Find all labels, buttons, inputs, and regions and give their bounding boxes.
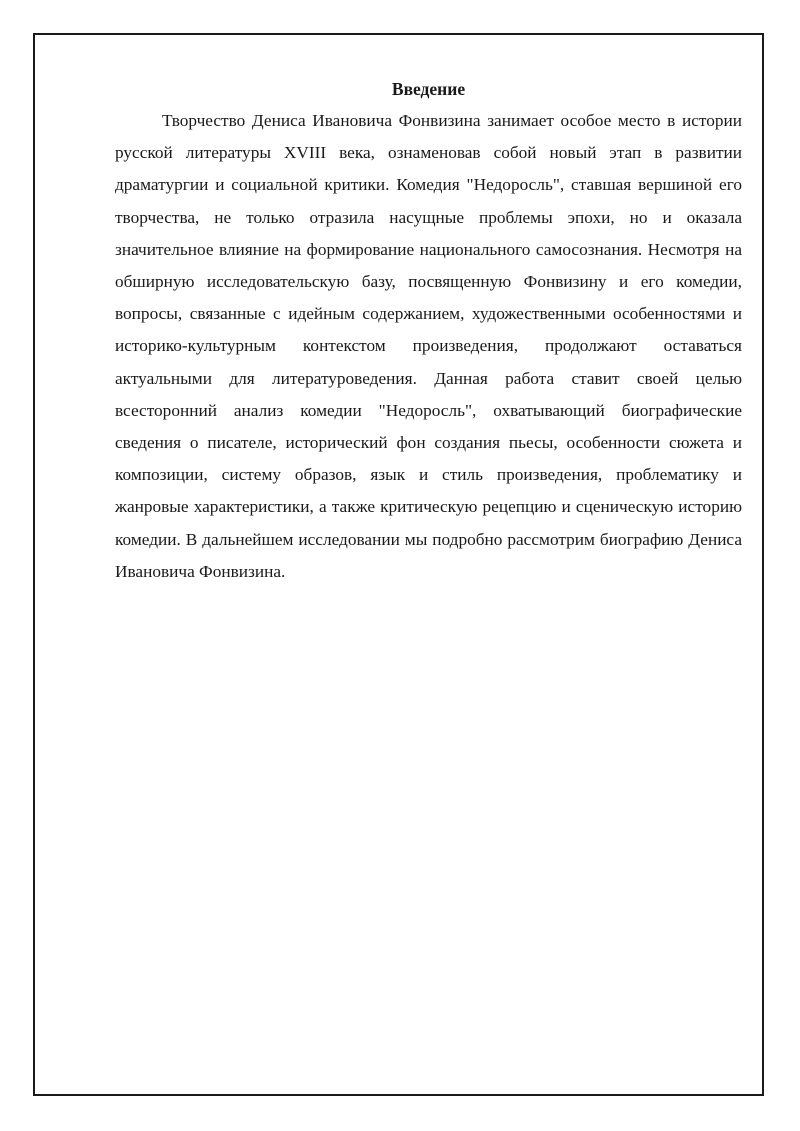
section-title: Введение <box>391 79 466 99</box>
document-body <box>115 73 742 588</box>
body-paragraph: Творчество Дениса Ивановича Фонвизина занимает особое место в истории русской литературы XVIII века, ознаменовав собой новый этап в развитии драматургии и социальной критики. Комедия "Недоросль", ставшая вершиной его творчества, не только отразила насущные проблемы эпохи, но и оказала значительное влияние на формирование национального самосознания. Несмотря на обширную исследовательскую базу, посвященную Фонвизину и его комедии, вопросы, связанные с идейным содержанием, художественными особенностями и историко-культурным контекстом произведения, продолжают оставаться актуальными для литературоведения. Данная работа ставит своей целью всесторонний анализ комедии "Недоросль", охватывающий биографические сведения о писателе, исторический фон создания пьесы, особенности сюжета и композиции, систему образов, язык и стиль произведения, проблематику и жанровые характеристики, а также критическую рецепцию и сценическую историю комедии. В дальнейшем исследовании мы подробно рассмотрим биографию Дениса Ивановича Фонвизина. <box>115 111 742 581</box>
